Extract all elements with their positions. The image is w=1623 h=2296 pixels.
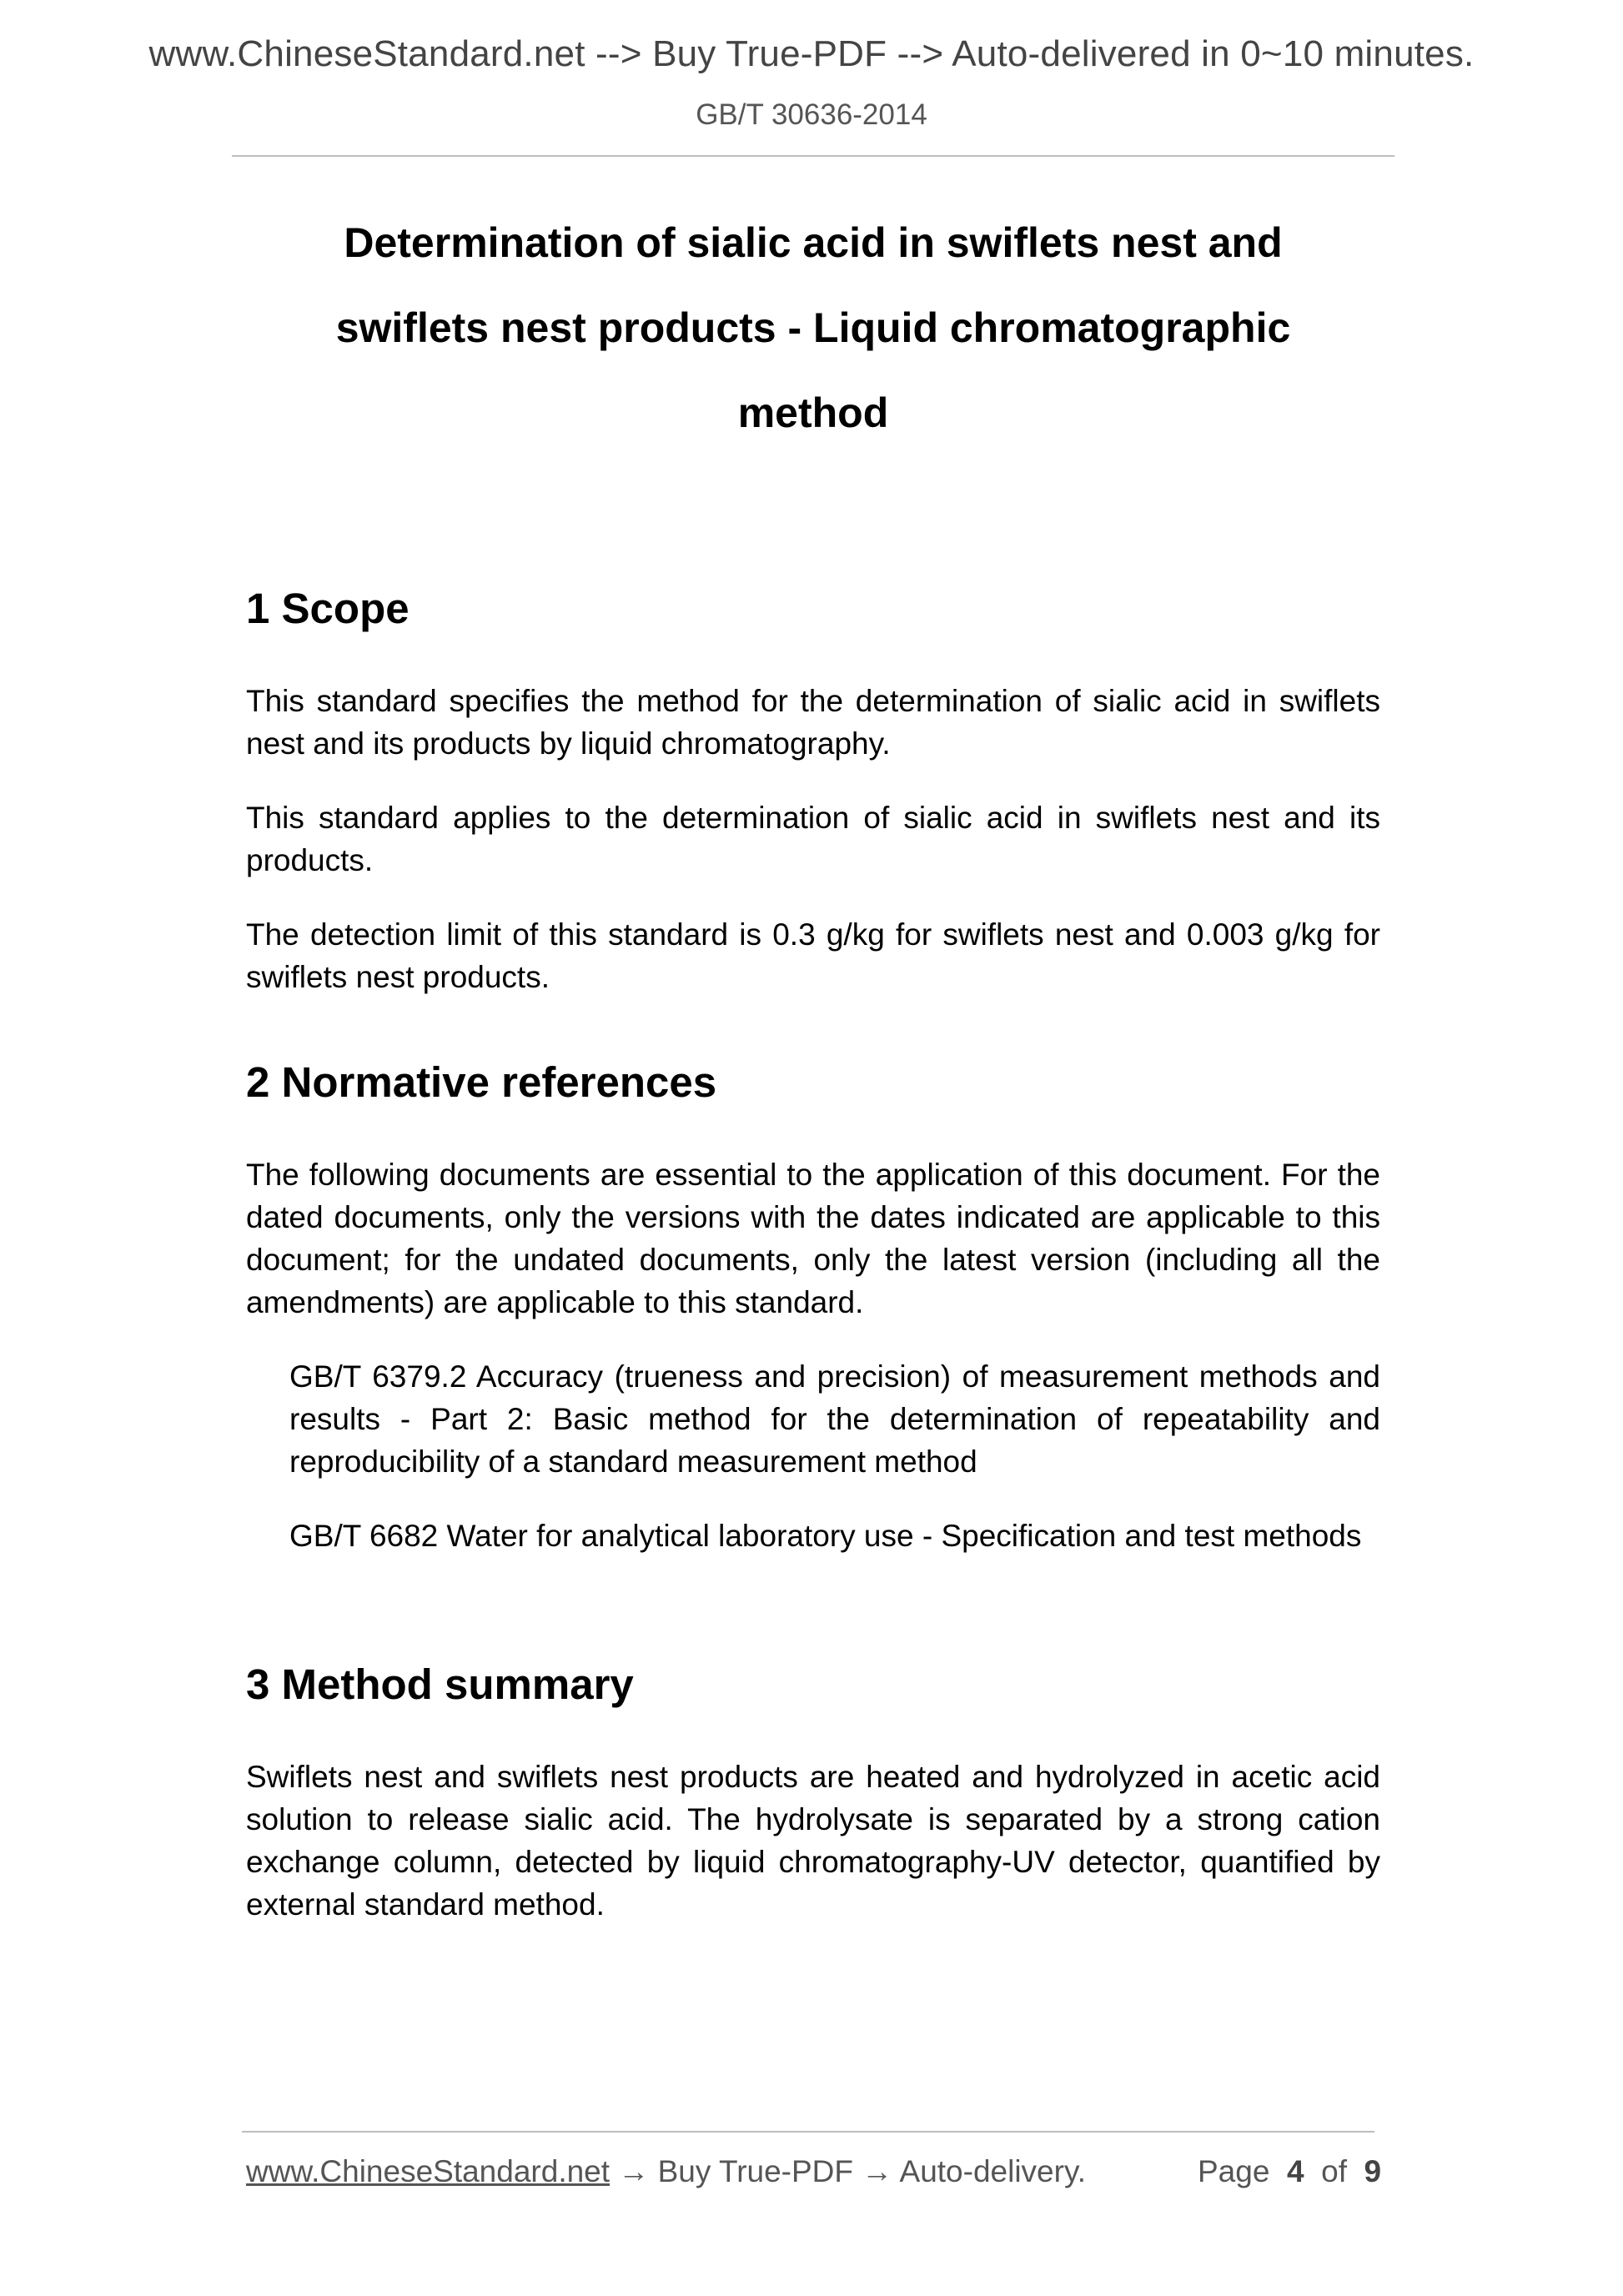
paragraph: This standard specifies the method for the determination of sialic acid in swiflets nest and its products by liquid chromatography. [246,684,1380,761]
section-heading: 3 Method summary [246,1660,634,1708]
section-method-summary [246,1660,1380,1926]
header-divider [232,155,1394,157]
paragraph: Swiflets nest and swiflets nest products are heated and hydrolyzed in acetic acid solution to release sialic acid. The hydrolysate is separated by a strong cation exchange column, detected by liquid chromatography-UV detector, quantified by external standard method. [246,1760,1380,1922]
footer-divider [242,2131,1374,2133]
paragraph: The detection limit of this standard is 0.3 g/kg for swiflets nest and 0.003 g/kg for swiflets nest products. [246,917,1380,994]
section-normative-references [246,1058,1380,1557]
page-total: 9 [1364,2154,1382,2188]
document-title [246,200,1380,455]
page-of-label: of [1321,2154,1347,2188]
section-heading: 1 Scope [246,585,410,632]
page-label: Page [1198,2154,1270,2188]
section-heading: 2 Normative references [246,1058,717,1106]
footer-left [246,2154,1086,2189]
title-line-1: Determination of sialic acid in swiflets nest and [344,219,1283,266]
paragraph: This standard applies to the determination of sialic acid in swiflets nest and its products. [246,801,1380,877]
footer-link[interactable]: www.ChineseStandard.net [246,2154,611,2188]
title-line-3: method [737,389,889,436]
footer-tagline: → Buy True-PDF → Auto-delivery. [610,2154,1086,2188]
document-code: GB/T 30636-2014 [696,98,927,131]
title-line-2: swiflets nest products - Liquid chromatographic [335,304,1291,351]
section-scope [246,584,1380,998]
page-indicator [1198,2154,1381,2189]
reference-item: GB/T 6682 Water for analytical laboratory use - Specification and test methods [289,1519,1362,1553]
reference-item: GB/T 6379.2 Accuracy (trueness and precision) of measurement methods and results - Part 2: Basic method for the determination of repeatability and reproducibility of a standard measurement method [289,1359,1380,1479]
header-banner: www.ChineseStandard.net --> Buy True-PDF --> Auto-delivered in 0~10 minutes. [148,33,1475,74]
paragraph: The following documents are essential to the application of this document. For the dated documents, only the versions with the dates indicated are applicable to this document; for the undated documents, only the latest version (including all the amendments) are applicable to this standard. [246,1158,1380,1319]
page-current: 4 [1286,2154,1304,2188]
